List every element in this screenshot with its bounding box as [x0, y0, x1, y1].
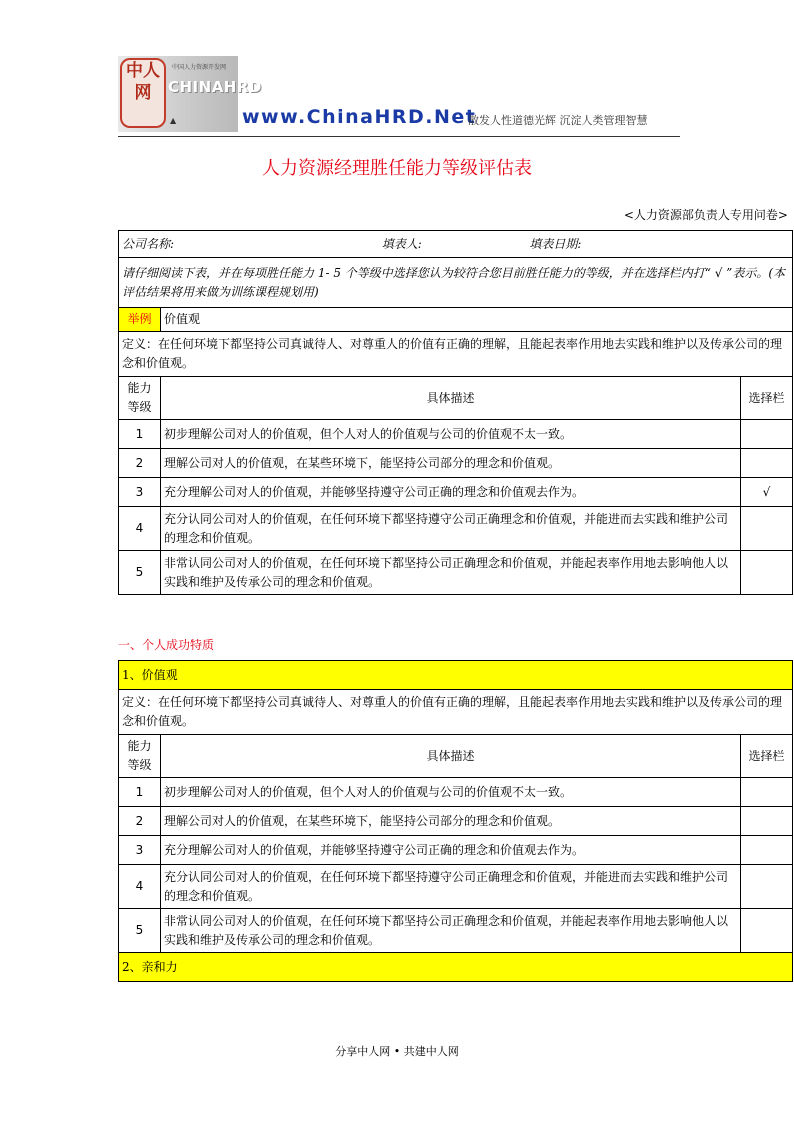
- description-cell: 理解公司对人的价值观，在某些环境下，能坚持公司部分的理念和价值观。: [161, 807, 741, 836]
- select-cell[interactable]: [741, 865, 793, 909]
- form-info-row: [119, 231, 793, 258]
- level-cell: 2: [119, 449, 161, 478]
- description-cell: 非常认同公司对人的价值观，在任何环境下都坚持公司正确理念和价值观，并能起表率作用地去影响他人以实践和维护及传承公司的理念和价值观。: [161, 551, 741, 595]
- table-row: [119, 449, 793, 478]
- page-title: 人力资源经理胜任能力等级评估表: [262, 158, 532, 179]
- slogan: 散发人性道德光辉 沉淀人类管理智慧: [468, 114, 648, 127]
- description-cell: 充分认同公司对人的价值观，在任何环境下都坚持遵守公司正确理念和价值观，并能进而去实践和维护公司的理念和价值观。: [161, 865, 741, 909]
- page-footer: 分享中人网 • 共建中人网: [335, 1045, 459, 1058]
- logo-wordmark: CHINAHRD: [168, 78, 262, 96]
- col-header-level: 能力等级: [119, 377, 161, 420]
- competency-title: 1、价值观: [119, 661, 793, 690]
- chinahrd-logo: [118, 56, 262, 132]
- level-cell: 4: [119, 507, 161, 551]
- example-definition: 定义：在任何环境下都坚持公司真诚待人、对尊重人的价值有正确的理解，且能起表率作用地去实践和维护以及传承公司的理念和价值观。: [119, 332, 793, 377]
- example-competency-name: 价值观: [161, 308, 793, 332]
- col-header-select: 选择栏: [741, 735, 793, 778]
- level-cell: 5: [119, 909, 161, 953]
- table-row: [119, 807, 793, 836]
- description-cell: 初步理解公司对人的价值观，但个人对人的价值观与公司的价值观不太一致。: [161, 778, 741, 807]
- example-table: [118, 230, 793, 595]
- col-header-level: 能力等级: [119, 735, 161, 778]
- page-header: [118, 56, 680, 138]
- competency-definition: 定义：在任何环境下都坚持公司真诚待人、对尊重人的价值有正确的理解，且能起表率作用地去实践和维护以及传承公司的理念和价值观。: [119, 690, 793, 735]
- competency-table: [118, 660, 793, 982]
- instructions: 请仔细阅读下表，并在每项胜任能力 1- 5 个等级中选择您认为较符合您目前胜任能力的等级，并在选择栏内打“ √ ”表示。(本评估结果将用来做为训练课程规划用): [119, 258, 793, 308]
- col-header-description: 具体描述: [161, 735, 741, 778]
- fill-date-label: 填表日期:: [529, 236, 582, 251]
- level-cell: 5: [119, 551, 161, 595]
- logo-seal: 中人网: [120, 58, 166, 128]
- level-cell: 1: [119, 420, 161, 449]
- select-cell[interactable]: [741, 778, 793, 807]
- table-row: [119, 865, 793, 909]
- table-row: [119, 551, 793, 595]
- select-cell[interactable]: [741, 551, 793, 595]
- select-cell-checked[interactable]: √: [741, 478, 793, 507]
- description-cell: 理解公司对人的价值观，在某些环境下，能坚持公司部分的理念和价值观。: [161, 449, 741, 478]
- col-header-description: 具体描述: [161, 377, 741, 420]
- description-cell: 初步理解公司对人的价值观，但个人对人的价值观与公司的价值观不太一致。: [161, 420, 741, 449]
- section-title: 一、个人成功特质: [118, 638, 215, 652]
- site-url[interactable]: www.ChinaHRD.Net: [242, 106, 477, 128]
- table-row: [119, 478, 793, 507]
- description-cell: 充分认同公司对人的价值观，在任何环境下都坚持遵守公司正确理念和价值观，并能进而去实践和维护公司的理念和价值观。: [161, 507, 741, 551]
- select-cell[interactable]: [741, 836, 793, 865]
- table-row: [119, 909, 793, 953]
- header-divider: [118, 136, 680, 137]
- select-cell[interactable]: [741, 909, 793, 953]
- table-row: [119, 420, 793, 449]
- filler-label: 填表人:: [381, 236, 422, 251]
- logo-arrow-icon: ▲: [170, 116, 177, 125]
- questionnaire-subtitle: <人力资源部负责人专用问卷>: [623, 208, 788, 222]
- logo-small-text: 中国人力资源开发网: [172, 64, 227, 71]
- description-cell: 充分理解公司对人的价值观，并能够坚持遵守公司正确的理念和价值观去作为。: [161, 836, 741, 865]
- col-header-select: 选择栏: [741, 377, 793, 420]
- level-cell: 3: [119, 836, 161, 865]
- level-cell: 3: [119, 478, 161, 507]
- select-cell[interactable]: [741, 507, 793, 551]
- select-cell[interactable]: [741, 420, 793, 449]
- level-cell: 1: [119, 778, 161, 807]
- level-cell: 2: [119, 807, 161, 836]
- select-cell[interactable]: [741, 807, 793, 836]
- competency-title: 2、亲和力: [119, 953, 793, 982]
- table-row: [119, 836, 793, 865]
- description-cell: 非常认同公司对人的价值观，在任何环境下都坚持公司正确理念和价值观，并能起表率作用地去影响他人以实践和维护及传承公司的理念和价值观。: [161, 909, 741, 953]
- company-name-label: 公司名称:: [122, 236, 175, 251]
- select-cell[interactable]: [741, 449, 793, 478]
- table-row: [119, 778, 793, 807]
- example-tag: 举例: [119, 308, 161, 332]
- description-cell: 充分理解公司对人的价值观，并能够坚持遵守公司正确的理念和价值观去作为。: [161, 478, 741, 507]
- table-row: [119, 507, 793, 551]
- level-cell: 4: [119, 865, 161, 909]
